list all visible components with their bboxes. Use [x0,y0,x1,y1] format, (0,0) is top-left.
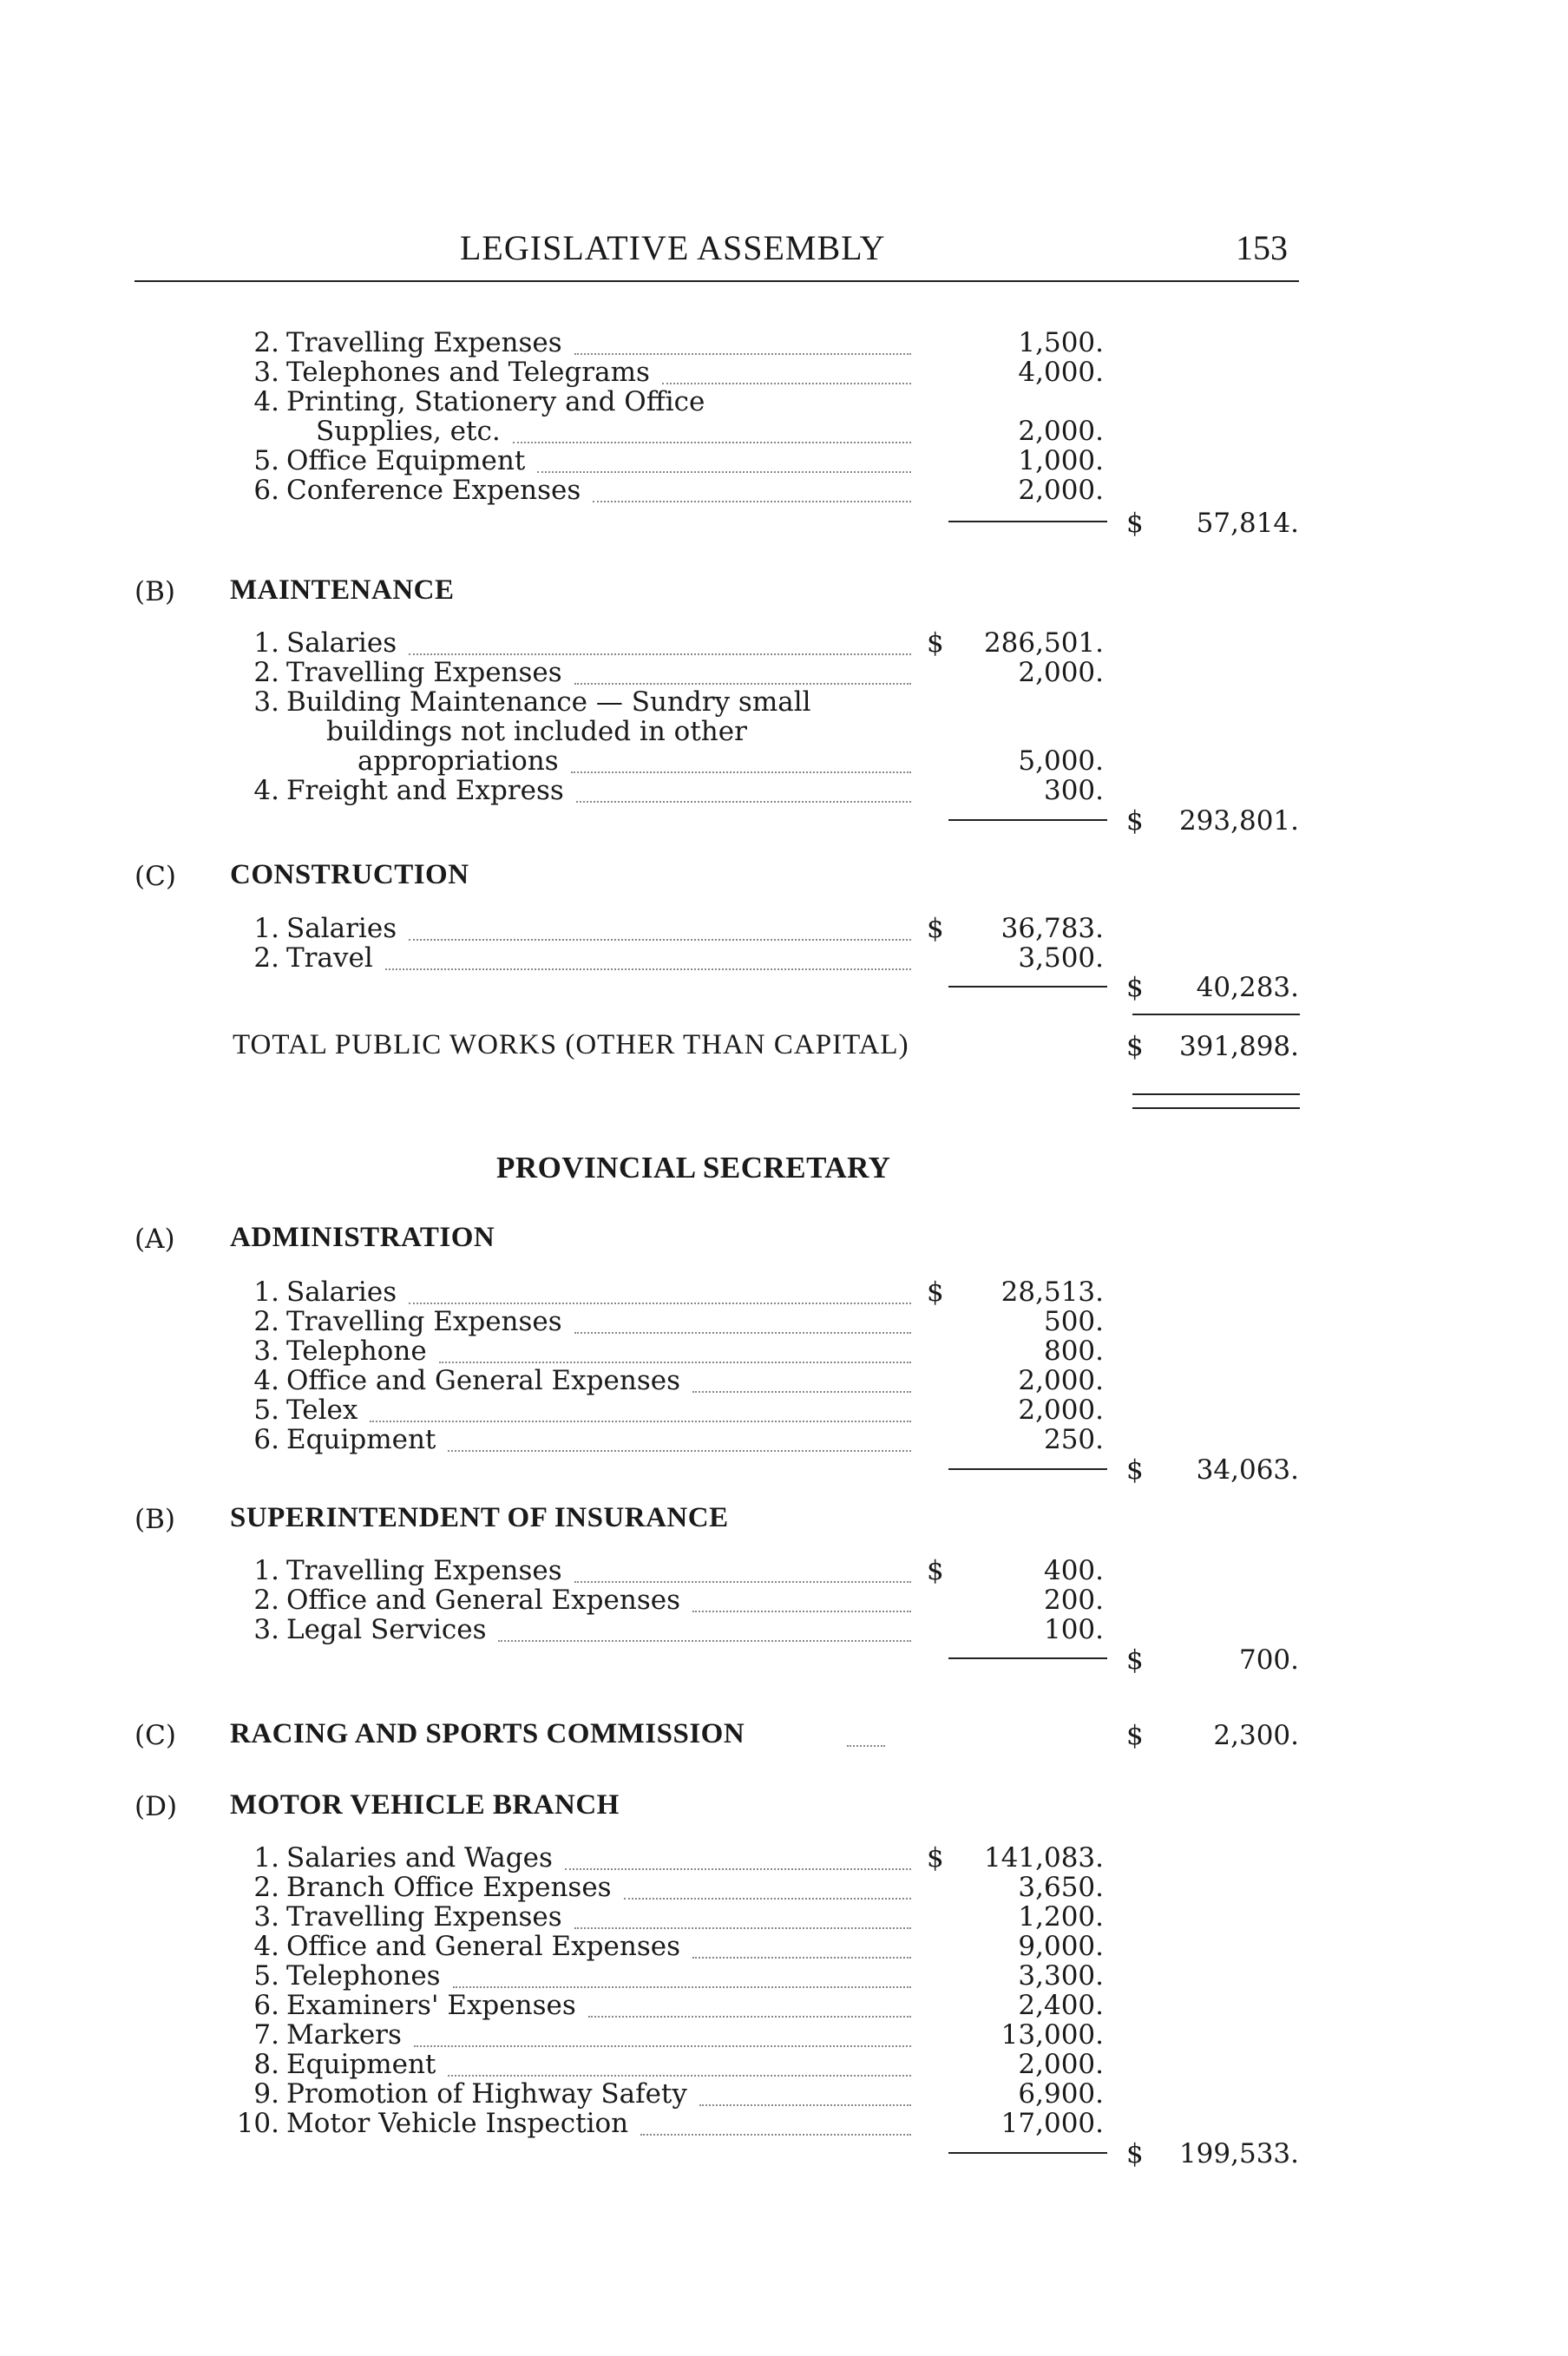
item-dollar-sign: $ [927,1276,944,1308]
item-label: Promotion of Highway Safety [286,2078,687,2110]
item-amount: 3,500. [1018,942,1104,974]
dot-leader [640,2132,911,2136]
item-number: 2. [253,1306,279,1337]
item-amount: 2,000. [1018,475,1104,506]
item-number: 7. [253,2019,279,2051]
item-amount: 3,300. [1018,1960,1104,1992]
item-label: Supplies, etc. [316,416,501,447]
dot-leader [574,1579,911,1583]
section-total-dollar: $ [1126,1644,1144,1676]
dot-leader [692,1955,911,1959]
item-label: Office and General Expenses [286,1585,680,1616]
section-total-amount: 700. [1238,1644,1299,1676]
item-amount: 141,083. [983,1842,1104,1874]
item-label: Salaries [286,913,397,944]
item-label: Travelling Expenses [286,327,562,358]
subtotal-rule [948,986,1107,988]
section-letter: (B) [134,576,175,607]
item-number: 5. [253,1960,279,1992]
item-amount: 800. [1043,1336,1104,1367]
section-heading: PROVINCIAL SECRETARY [496,1151,891,1185]
item-amount: 400. [1043,1555,1104,1586]
dot-leader [574,681,911,685]
item-label: Motor Vehicle Inspection [286,2108,629,2139]
total-label: TOTAL PUBLIC WORKS (OTHER THAN CAPITAL) [233,1029,909,1060]
item-number: 5. [253,445,279,476]
item-number: 4. [253,775,279,806]
section-title: MAINTENANCE [230,574,455,606]
section-title: CONSTRUCTION [230,859,469,890]
item-amount: 500. [1043,1306,1104,1337]
dot-leader [498,1638,911,1642]
dot-leader [385,967,911,970]
dot-leader [588,2014,911,2018]
item-amount: 28,513. [1001,1276,1104,1308]
item-amount: 2,000. [1018,1365,1104,1396]
item-number: 1. [253,627,279,659]
item-label: Conference Expenses [286,475,581,506]
section-title: ADMINISTRATION [230,1222,495,1253]
item-label: appropriations [358,745,559,777]
total-amount: 391,898. [1178,1031,1299,1062]
item-amount: 13,000. [1001,2019,1104,2051]
page-title: LEGISLATIVE ASSEMBLY [460,228,886,267]
dot-leader [537,469,911,473]
subtotal-rule [948,1657,1107,1659]
item-number: 4. [253,1365,279,1396]
page-number: 153 [1236,228,1288,267]
section-letter: (C) [134,861,176,892]
item-label: Salaries and Wages [286,1842,553,1874]
item-number: 2. [253,942,279,974]
item-label: Printing, Stationery and Office [286,386,705,417]
item-label: buildings not included in other [326,716,747,747]
item-amount: 2,000. [1018,2049,1104,2080]
dot-leader [593,499,911,502]
dot-leader [574,1926,911,1929]
item-label: Markers [286,2019,402,2051]
item-number: 1. [253,1555,279,1586]
item-number: 3. [253,1901,279,1933]
item-number: 3. [253,686,279,718]
dot-leader [692,1609,911,1612]
dot-leader [409,937,911,941]
item-amount: 3,650. [1018,1872,1104,1903]
item-number: 10. [236,2108,279,2139]
item-dollar-sign: $ [927,1555,944,1586]
item-label: Building Maintenance — Sundry small [286,686,811,718]
dot-leader [409,1301,911,1304]
dot-leader [692,1389,911,1393]
dot-leader [448,2073,911,2077]
section-total-amount: 40,283. [1196,972,1299,1003]
section-letter: (B) [134,1504,175,1535]
section-total-amount: 34,063. [1196,1454,1299,1486]
section-total-amount: 2,300. [1213,1720,1299,1751]
subtotal-rule [948,1468,1107,1470]
dot-leader [448,1448,911,1452]
subtotal-rule [948,521,1107,522]
item-label: Salaries [286,1276,397,1308]
item-amount: 36,783. [1001,913,1104,944]
item-number: 3. [253,1614,279,1645]
item-label: Office and General Expenses [286,1365,680,1396]
item-label: Telephones [286,1960,441,1992]
double-rule-top [1132,1093,1300,1095]
item-amount: 9,000. [1018,1931,1104,1962]
section-total-dollar: $ [1126,1454,1144,1486]
section-letter: (A) [134,1224,175,1255]
section-total-amount: 199,533. [1178,2138,1299,2169]
section-total-dollar: $ [1126,972,1144,1003]
item-number: 1. [253,1842,279,1874]
item-number: 6. [253,475,279,506]
item-dollar-sign: $ [927,627,944,659]
item-label: Travelling Expenses [286,1555,562,1586]
item-label: Travelling Expenses [286,1901,562,1933]
item-amount: 1,000. [1018,445,1104,476]
item-number: 4. [253,1931,279,1962]
item-number: 6. [253,1990,279,2021]
dot-leader [453,1985,911,1988]
subtotal-rule [948,819,1107,821]
item-label: Salaries [286,627,397,659]
item-number: 4. [253,386,279,417]
item-amount: 2,000. [1018,1395,1104,1426]
item-number: 3. [253,1336,279,1367]
section-letter: (C) [134,1720,176,1751]
dot-leader [624,1896,911,1900]
section-total-dollar: $ [1126,805,1144,837]
item-number: 2. [253,1872,279,1903]
item-label: Travelling Expenses [286,657,562,688]
item-label: Legal Services [286,1614,487,1645]
item-amount: 1,500. [1018,327,1104,358]
header-rule [134,280,1299,282]
dot-leader [847,1743,885,1747]
dot-leader [409,652,911,655]
item-amount: 2,400. [1018,1990,1104,2021]
item-number: 6. [253,1424,279,1455]
item-amount: 5,000. [1018,745,1104,777]
item-label: Telex [286,1395,358,1426]
dot-leader [414,2044,911,2047]
item-number: 1. [253,913,279,944]
item-amount: 1,200. [1018,1901,1104,1933]
dot-leader [513,440,911,443]
section-title: RACING AND SPORTS COMMISSION [230,1718,745,1749]
dot-leader [574,1330,911,1334]
item-label: Equipment [286,2049,436,2080]
dot-leader [439,1360,911,1363]
section-total-dollar: $ [1126,508,1144,539]
item-label: Office Equipment [286,445,526,476]
item-label: Examiners' Expenses [286,1990,576,2021]
item-amount: 2,000. [1018,657,1104,688]
item-amount: 200. [1043,1585,1104,1616]
item-number: 9. [253,2078,279,2110]
item-label: Equipment [286,1424,436,1455]
item-amount: 4,000. [1018,357,1104,388]
item-number: 8. [253,2049,279,2080]
total-rule [1132,1014,1300,1015]
item-number: 3. [253,357,279,388]
section-total-amount: 293,801. [1178,805,1299,837]
dot-leader [574,351,911,355]
item-amount: 17,000. [1001,2108,1104,2139]
section-title: SUPERINTENDENT OF INSURANCE [230,1502,729,1533]
item-label: Freight and Express [286,775,564,806]
section-letter: (D) [134,1791,178,1822]
item-amount: 100. [1043,1614,1104,1645]
item-label: Telephone [286,1336,427,1367]
item-label: Office and General Expenses [286,1931,680,1962]
item-amount: 286,501. [983,627,1104,659]
item-dollar-sign: $ [927,1842,944,1874]
item-number: 2. [253,1585,279,1616]
item-number: 2. [253,657,279,688]
item-amount: 300. [1043,775,1104,806]
section-total-dollar: $ [1126,2138,1144,2169]
dot-leader [370,1419,911,1422]
dot-leader [565,1867,911,1870]
item-dollar-sign: $ [927,913,944,944]
dot-leader [576,799,911,803]
section-title: MOTOR VEHICLE BRANCH [230,1789,620,1821]
item-label: Branch Office Expenses [286,1872,612,1903]
total-dollar: $ [1126,1031,1144,1062]
double-rule-bottom [1132,1107,1300,1109]
item-number: 1. [253,1276,279,1308]
item-number: 2. [253,327,279,358]
item-label: Travelling Expenses [286,1306,562,1337]
item-amount: 2,000. [1018,416,1104,447]
dot-leader [699,2103,911,2106]
item-amount: 6,900. [1018,2078,1104,2110]
subtotal-rule [948,2152,1107,2154]
item-label: Travel [286,942,373,974]
item-number: 5. [253,1395,279,1426]
item-label: Telephones and Telegrams [286,357,650,388]
dot-leader [662,381,911,384]
dot-leader [571,770,911,773]
item-amount: 250. [1043,1424,1104,1455]
section-total-dollar: $ [1126,1720,1144,1751]
section-total-amount: 57,814. [1196,508,1299,539]
